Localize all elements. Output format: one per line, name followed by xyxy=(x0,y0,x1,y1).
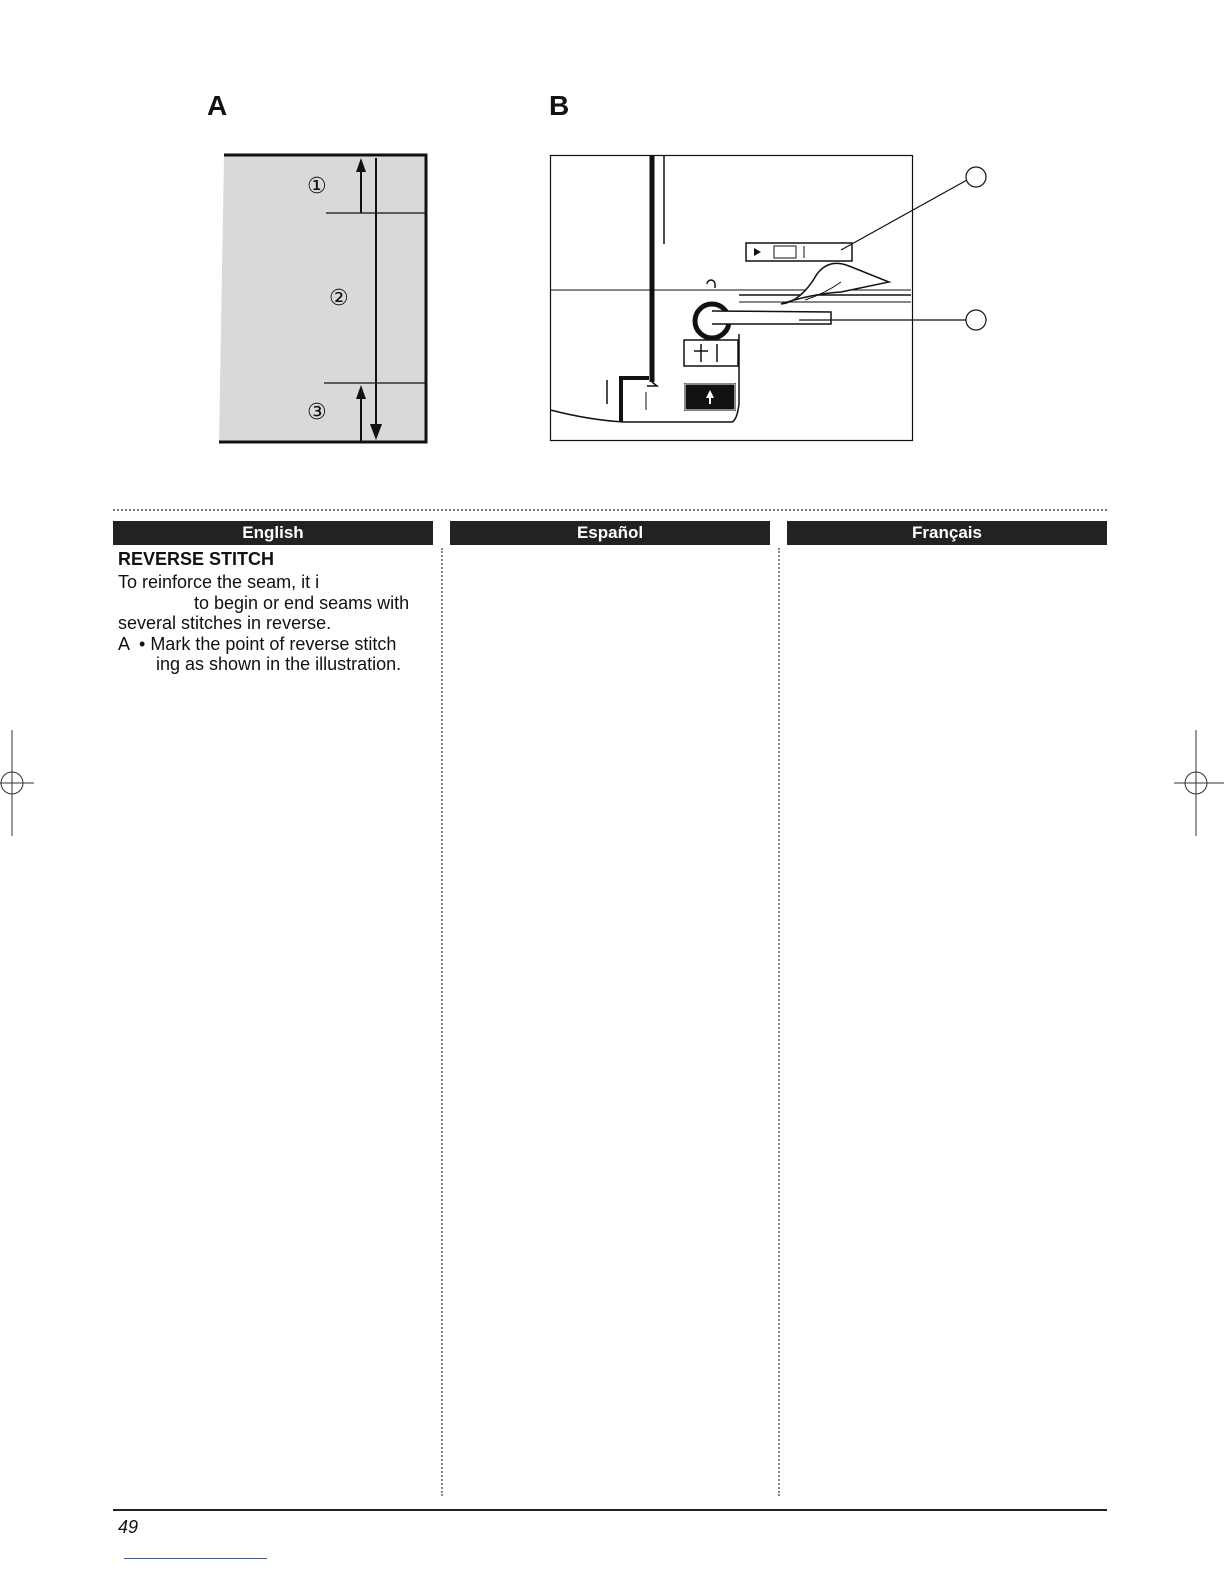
slider-knob xyxy=(774,246,796,258)
section-divider xyxy=(113,509,1107,511)
figure-b-label: B xyxy=(549,90,570,121)
speed-slider xyxy=(746,243,852,261)
body-line-3: several stitches in reverse. xyxy=(118,613,332,633)
footer-rule xyxy=(113,1509,1107,1511)
callout-circle-2 xyxy=(966,310,986,330)
callout-3: ③ xyxy=(307,399,327,424)
column-separator-1 xyxy=(441,548,443,1496)
body-line-4: A • Mark the point of reverse stitch xyxy=(118,634,397,654)
callout-2: ② xyxy=(329,285,349,310)
figure-a-label: A xyxy=(207,90,228,121)
body-line-2: to begin or end seams with xyxy=(194,593,410,613)
body-line-5: ing as shown in the illustration. xyxy=(156,654,402,674)
registration-mark-right xyxy=(1174,730,1224,836)
figure-b-diagram xyxy=(549,154,994,444)
page-number: 49 xyxy=(118,1517,139,1537)
column-separator-2 xyxy=(778,548,780,1496)
body-line-1: To reinforce the seam, it i xyxy=(118,572,320,592)
registration-mark-left xyxy=(0,730,40,836)
footer-blue-rule xyxy=(124,1558,267,1559)
callout-1: ① xyxy=(307,173,327,198)
reverse-lever xyxy=(712,311,831,324)
needle-up-down-button xyxy=(684,340,738,366)
column-header-spanish: Español xyxy=(450,521,770,545)
column-header-english: English xyxy=(113,521,433,545)
section-heading: REVERSE STITCH xyxy=(118,549,275,569)
callout-circle-1 xyxy=(966,167,986,187)
column-header-french: Français xyxy=(787,521,1107,545)
